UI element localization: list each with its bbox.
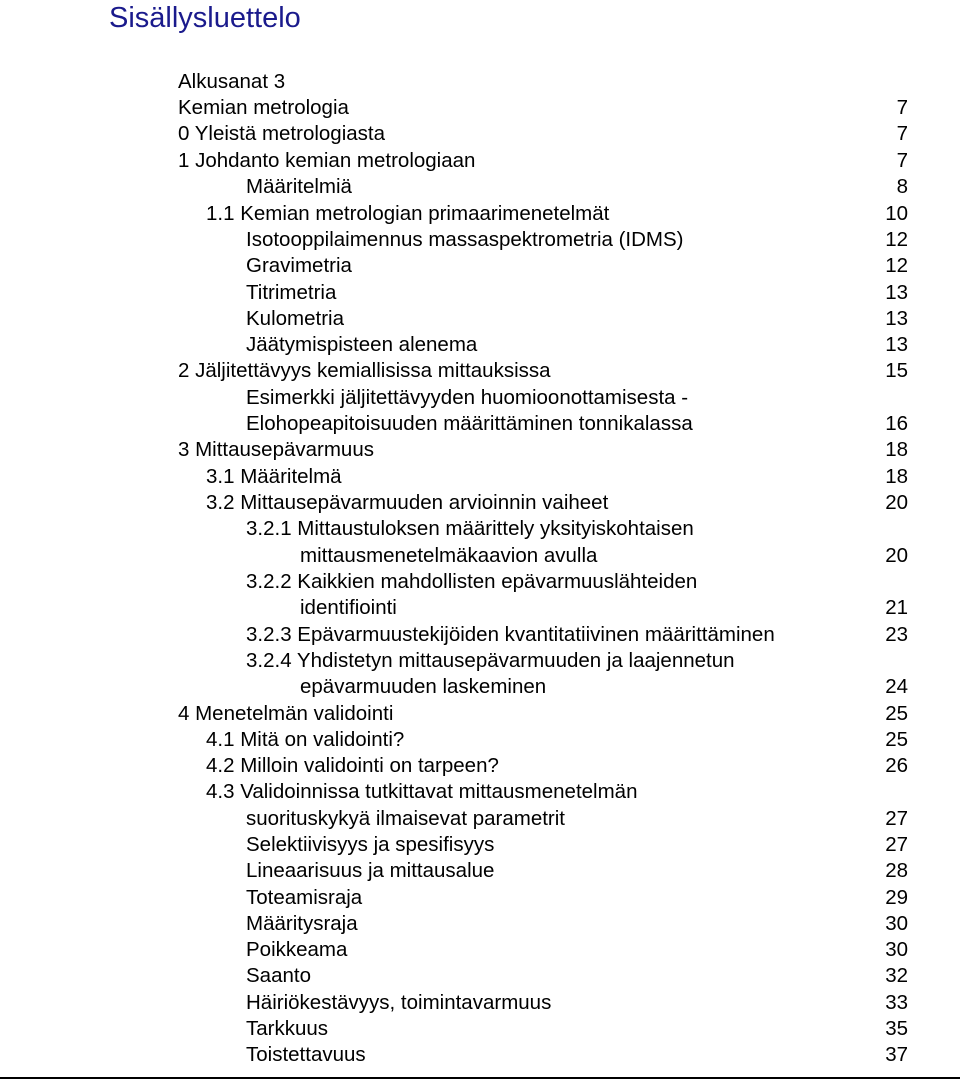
toc-entry-text: Saanto bbox=[246, 964, 311, 987]
toc-entry-page: 35 bbox=[885, 1017, 908, 1040]
toc-entry-page: 12 bbox=[885, 228, 908, 251]
toc-entry-text: 4 Menetelmän validointi bbox=[178, 702, 394, 725]
toc-entry-page: 18 bbox=[885, 465, 908, 488]
toc-entry-text: 4.1 Mitä on validointi? bbox=[206, 728, 405, 751]
toc-entry-page: 21 bbox=[885, 596, 908, 619]
toc-entry-page: 15 bbox=[885, 359, 908, 382]
toc-entry-page: 30 bbox=[885, 938, 908, 961]
toc-entry-page: 18 bbox=[885, 438, 908, 461]
toc-entry-text: Esimerkki jäljitettävyyden huomioonottamisesta - bbox=[246, 386, 689, 409]
toc-entry-text: Lineaarisuus ja mittausalue bbox=[246, 859, 495, 882]
toc-entry-text: 3 Mittausepävarmuus bbox=[178, 438, 374, 461]
toc-entry-page: 25 bbox=[885, 702, 908, 725]
toc-entry-page: 20 bbox=[885, 491, 908, 514]
toc-entry-page: 24 bbox=[885, 675, 908, 698]
toc-entry-page: 12 bbox=[885, 254, 908, 277]
toc-entry-text: 4.3 Validoinnissa tutkittavat mittausmenetelmän bbox=[206, 780, 638, 803]
toc-entry-page: 32 bbox=[885, 964, 908, 987]
toc-entry-text: Toistettavuus bbox=[246, 1043, 366, 1066]
toc-entry-text: 1.1 Kemian metrologian primaarimenetelmät bbox=[206, 202, 610, 225]
toc-entry-page: 26 bbox=[885, 754, 908, 777]
toc-entry-text: epävarmuuden laskeminen bbox=[300, 675, 547, 698]
toc-entry-text: 2 Jäljitettävyys kemiallisissa mittauksissa bbox=[178, 359, 551, 382]
toc-entry-page: 20 bbox=[885, 544, 908, 567]
toc-entry-text: mittausmenetelmäkaavion avulla bbox=[300, 544, 598, 567]
toc-entry-page: 7 bbox=[896, 149, 908, 172]
toc-entry-page: 10 bbox=[885, 202, 908, 225]
toc-entry-page: 25 bbox=[885, 728, 908, 751]
toc-entry-page: 28 bbox=[885, 859, 908, 882]
toc-entry-text: 3.2.3 Epävarmuustekijöiden kvantitatiivinen määrittäminen bbox=[246, 623, 775, 646]
toc-entry-text: Jäätymispisteen alenema bbox=[246, 333, 478, 356]
toc-entry-text: Määritysraja bbox=[246, 912, 358, 935]
page-title: Sisällysluettelo bbox=[109, 2, 301, 34]
toc-entry-text: 3.2 Mittausepävarmuuden arvioinnin vaiheet bbox=[206, 491, 609, 514]
toc-entry-text: Selektiivisyys ja spesifisyys bbox=[246, 833, 495, 856]
toc-entry-text: 3.2.2 Kaikkien mahdollisten epävarmuuslähteiden bbox=[246, 570, 698, 593]
toc-entry-text: Isotooppilaimennus massaspektrometria (IDMS) bbox=[246, 228, 684, 251]
toc-entry-text: 3.2.1 Mittaustuloksen määrittely yksityiskohtaisen bbox=[246, 517, 694, 540]
toc-entry-page: 27 bbox=[885, 833, 908, 856]
toc-entry-text: Kemian metrologia bbox=[178, 96, 349, 119]
toc-entry-text: Titrimetria bbox=[246, 281, 337, 304]
toc-entry-page: 16 bbox=[885, 412, 908, 435]
toc-entry-text: 0 Yleistä metrologiasta bbox=[178, 122, 386, 145]
toc-entry-page: 8 bbox=[896, 175, 908, 198]
toc-entry-page: 23 bbox=[885, 623, 908, 646]
toc-entry-text: 3.2.4 Yhdistetyn mittausepävarmuuden ja laajennetun bbox=[246, 649, 735, 672]
toc-entry-page: 13 bbox=[885, 281, 908, 304]
toc-entry-text: Toteamisraja bbox=[246, 886, 363, 909]
toc-entry-page: 37 bbox=[885, 1043, 908, 1066]
toc-entry-text: 4.2 Milloin validointi on tarpeen? bbox=[206, 754, 499, 777]
toc-entry-page: 13 bbox=[885, 333, 908, 356]
toc-entry-text: suorituskykyä ilmaisevat parametrit bbox=[246, 807, 565, 830]
toc-entry-text: Poikkeama bbox=[246, 938, 348, 961]
toc-entry-text: 1 Johdanto kemian metrologiaan bbox=[178, 149, 476, 172]
toc-entry-text: Alkusanat 3 bbox=[178, 70, 286, 93]
toc-entry-page: 7 bbox=[896, 122, 908, 145]
toc-entry-text: Tarkkuus bbox=[246, 1017, 329, 1040]
toc-entry-text: Elohopeapitoisuuden määrittäminen tonnikalassa bbox=[246, 412, 693, 435]
bottom-divider bbox=[0, 1077, 960, 1079]
toc-entry-page: 29 bbox=[885, 886, 908, 909]
toc-entry-text: Gravimetria bbox=[246, 254, 352, 277]
toc-entry-page: 7 bbox=[896, 96, 908, 119]
toc-entry-text: 3.1 Määritelmä bbox=[206, 465, 342, 488]
toc-entry-page: 30 bbox=[885, 912, 908, 935]
toc-entry-text: Kulometria bbox=[246, 307, 344, 330]
toc-entry-page: 27 bbox=[885, 807, 908, 830]
toc-entry-text: Määritelmiä bbox=[246, 175, 352, 198]
toc-entry-page: 33 bbox=[885, 991, 908, 1014]
toc-entry-text: Häiriökestävyys, toimintavarmuus bbox=[246, 991, 552, 1014]
toc-entry-text: identifiointi bbox=[300, 596, 397, 619]
toc-entry-page: 13 bbox=[885, 307, 908, 330]
